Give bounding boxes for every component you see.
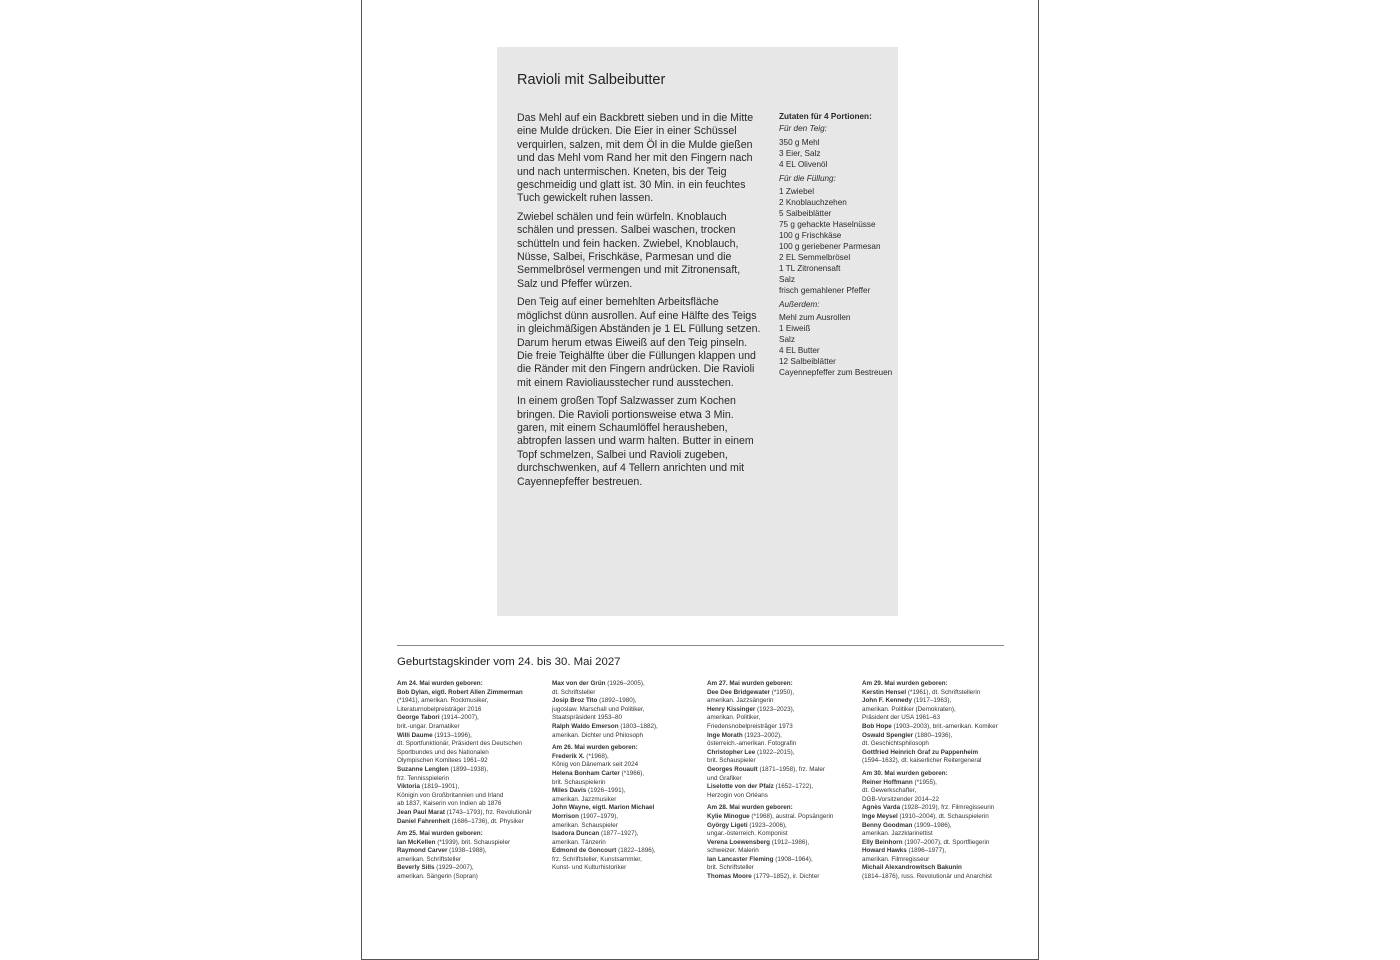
birthday-person-info: amerikan. Schriftsteller xyxy=(397,855,462,863)
birthday-person-info: (1686–1736), dt. Physiker xyxy=(449,817,524,825)
birthday-person-info: (1652–1722), xyxy=(773,783,814,791)
birthday-day-heading: Am 25. Mai wurden geboren: xyxy=(397,830,483,838)
birthday-person-info: dt. Geschichtsphilosoph xyxy=(862,740,929,748)
birthday-person-name: Gottfried Heinrich Graf zu Pappenheim xyxy=(862,748,979,756)
birthday-person-info: (*1961), dt. Schriftstellerin xyxy=(906,688,981,696)
birthday-person-info: brit. Schauspieler xyxy=(707,757,756,765)
birthday-person-name: Daniel Fahrenheit xyxy=(397,817,450,825)
birthday-person-name: Beverly Sills xyxy=(397,864,435,872)
birthday-column xyxy=(862,680,1012,882)
birthday-entry xyxy=(707,783,857,792)
birthday-person-name: Willi Daume xyxy=(397,731,433,739)
ingredients-heading: Zutaten für 4 Portionen: xyxy=(779,112,872,121)
birthday-person-info: (1907–1979), xyxy=(578,812,619,820)
birthday-person-info: amerikan. Politiker, xyxy=(707,714,761,722)
birthday-person-info: (*1939), brit. Schauspieler xyxy=(435,838,511,846)
birthday-person-name: Thomas Moore xyxy=(707,873,752,881)
birthday-person-info: (1923–2006), xyxy=(747,821,787,829)
birthday-entry xyxy=(707,839,857,848)
birthday-person-info: (1814–1876), russ. Revolutionär und Anarchist xyxy=(862,873,992,881)
birthday-person-name: Ralph Waldo Emerson xyxy=(552,722,619,730)
birthday-person-info: Präsident der USA 1961–63 xyxy=(862,714,941,722)
ingredient-item: 2 EL Semmelbrösel xyxy=(779,252,851,262)
birthday-person-name: Miles Davis xyxy=(552,787,587,795)
birthday-day-heading: Am 30. Mai wurden geboren: xyxy=(862,769,948,777)
dough-label: Für den Teig: xyxy=(779,123,827,133)
birthday-person-name: Inge Morath xyxy=(707,731,743,739)
birthday-person-info: Friedensnobelpreisträger 1973 xyxy=(707,722,793,730)
birthday-person-name: Agnès Varda xyxy=(862,804,901,812)
birthday-person-name: Kerstin Hensel xyxy=(862,688,907,696)
birthday-person-info: (1929–2007), xyxy=(434,864,474,872)
birthday-person-info: (1822–1896), xyxy=(616,847,656,855)
birthday-person-info: amerikan. Politiker (Demokraten), xyxy=(862,705,956,713)
birthday-person-info: frz. Tennisspielerin xyxy=(397,774,450,782)
recipe-card xyxy=(497,47,898,616)
birthday-entry xyxy=(397,714,547,723)
birthday-day-heading: Am 26. Mai wurden geboren: xyxy=(552,744,638,752)
birthday-entry xyxy=(397,766,547,775)
birthday-entry xyxy=(552,830,702,839)
birthday-person-info: Sportbundes und des Nationalen xyxy=(397,748,489,756)
birthday-entry xyxy=(862,689,1012,698)
birthday-person-info: (1923–2023), xyxy=(755,705,795,713)
instruction-paragraph: In einem großen Topf Salzwasser zum Kochen bringen. Die Ravioli portionsweise etwa 3 Min. garen, mit einem Schaumlöffel herausheben, abtropfen lassen und warm halten. Butter in einem Topf schmelzen, Salbei und Ravioli zugeben, durchschwenken, auf 4 Tellern anrichten und mit Cayennepfeffer bestreuen. xyxy=(517,395,754,488)
birthday-entry xyxy=(397,732,547,741)
ingredient-item: 350 g Mehl xyxy=(779,137,820,147)
birthday-person-info: brit. Schauspielerin xyxy=(552,778,606,786)
birthday-entry xyxy=(862,839,1012,848)
birthday-person-info: (*1968), xyxy=(584,752,609,760)
birthday-day-heading: Am 24. Mai wurden geboren: xyxy=(397,680,483,687)
birthday-person-name: Oswald Spengler xyxy=(862,731,914,739)
birthday-person-name: Inge Meysel xyxy=(862,812,898,820)
birthday-person-info: (1892–1980), xyxy=(597,697,637,705)
birthday-person-name: Elly Beinhorn xyxy=(862,838,903,846)
birthday-entry xyxy=(862,697,1012,706)
birthday-person-info: Kunst- und Kulturhistoriker xyxy=(552,864,627,872)
birthday-person-info: und Grafiker xyxy=(707,774,742,782)
birthday-person-info: (1926–2005), xyxy=(605,680,645,687)
instruction-paragraph: Zwiebel schälen und fein würfeln. Knoblauch schälen und pressen. Salbei waschen, trocken schütteln und fein hacken. Zwiebel, Knoblauch, Nüsse, Salbei, Frischkäse, Parmesan und die Semmelbrösel vermengen und mit Zitronensaft, Salz und Pfeffer würzen. xyxy=(517,210,741,290)
birthday-person-info: (1743–1793), frz. Revolutionär xyxy=(444,808,532,816)
birthday-entry xyxy=(707,822,857,831)
birthday-person-name: John Wayne, eigtl. Marion Michael xyxy=(552,804,655,812)
birthday-entry xyxy=(862,847,1012,856)
section-divider xyxy=(397,645,1004,646)
birthday-person-name: Christopher Lee xyxy=(707,748,756,756)
birthday-person-info: jugoslaw. Marschall und Politiker, xyxy=(552,705,645,713)
birthday-person-info: schweizer. Malerin xyxy=(707,847,759,855)
birthday-person-name: Max von der Grün xyxy=(552,680,606,687)
birthday-person-info: (*1950), xyxy=(770,688,795,696)
birthday-person-info: brit.-ungar. Dramatiker xyxy=(397,722,460,730)
birthday-entry xyxy=(707,813,857,822)
birthday-person-info: Königin von Großbritannien und Irland xyxy=(397,791,504,799)
birthday-person-info: ungar.-österreich. Komponist xyxy=(707,830,788,838)
birthday-person-name: Liselotte von der Pfalz xyxy=(707,783,774,791)
birthday-person-name: Henry Kissinger xyxy=(707,705,756,713)
birthday-entry xyxy=(552,697,702,706)
birthday-person-info: dt. Gewerkschafter, xyxy=(862,787,917,795)
birthday-entry xyxy=(707,856,857,865)
filling-ingredients xyxy=(779,187,895,296)
calendar-page xyxy=(361,0,1039,960)
birthday-person-info: amerikan. Sängerin (Sopran) xyxy=(397,873,478,881)
birthday-person-name: Morrison xyxy=(552,812,579,820)
birthday-person-info: (1912–1986), xyxy=(770,838,810,846)
birthday-person-name: Kylie Minogue xyxy=(707,812,750,820)
birthday-column xyxy=(397,680,547,882)
ingredient-item: 1 TL Zitronensaft xyxy=(779,263,841,273)
birthday-person-info: (1917–1963), xyxy=(912,697,952,705)
birthday-entry xyxy=(862,813,1012,822)
birthday-entry xyxy=(707,689,857,698)
birthday-column xyxy=(707,680,857,882)
birthday-person-info: (1938–1988), xyxy=(447,847,487,855)
birthday-person-info: (1779–1852), ir. Dichter xyxy=(751,873,820,881)
birthday-person-info: (1913–1996), xyxy=(432,731,472,739)
birthday-person-name: Jean Paul Marat xyxy=(397,808,445,816)
birthday-person-info: (1923–2002), xyxy=(742,731,782,739)
extra-ingredients xyxy=(779,313,895,378)
birthday-entry xyxy=(862,732,1012,741)
birthday-person-name: Frederik X. xyxy=(552,752,585,760)
recipe-instructions xyxy=(517,112,762,494)
birthday-person-info: König von Dänemark seit 2024 xyxy=(552,761,639,769)
birthday-person-info: (1926–1991), xyxy=(586,787,626,795)
birthday-person-info: (1594–1632), dt. kaiserlicher Reitergeneral xyxy=(862,757,982,765)
birthday-person-name: György Ligeti xyxy=(707,821,748,829)
birthday-person-info: (1896–1977), xyxy=(906,847,947,855)
birthdays-columns xyxy=(397,680,1007,900)
birthday-person-info: (1907–2007), dt. Sportfliegerin xyxy=(902,838,990,846)
birthday-person-info: (1803–1882), xyxy=(618,722,658,730)
birthday-person-info: (1914–2007), xyxy=(439,714,479,722)
birthday-person-name: Ian Lancaster Fleming xyxy=(707,855,774,863)
instruction-paragraph: Das Mehl auf ein Backbrett sieben und in die Mitte eine Mulde drücken. Die Eier in einer Schüssel verquirlen, salzen, mit dem Öl in die Mulde gießen und das Mehl vom Rand her mit den Fingern nach und nach untermischen. Kneten, bis der Teig geschmeidig und glatt ist. 30 Min. in ein feuchtes Tuch gewickelt ruhen lassen. xyxy=(517,112,754,205)
birthday-entry xyxy=(552,770,702,779)
ingredient-item: 1 Eiweiß xyxy=(779,324,811,334)
birthday-person-name: Ian McKellen xyxy=(397,838,436,846)
birthday-person-name: Bob Hope xyxy=(862,722,892,730)
birthday-person-info: Staatspräsident 1953–80 xyxy=(552,714,623,722)
birthday-person-name: Viktoria xyxy=(397,783,420,791)
birthday-person-info: dt. Schriftsteller xyxy=(552,688,596,696)
birthday-person-name: Benny Goodman xyxy=(862,821,913,829)
birthday-person-name: Michail Alexandrowitsch Bakunin xyxy=(862,864,962,872)
filling-label: Für die Füllung: xyxy=(779,173,836,183)
birthday-person-info: brit. Schriftsteller xyxy=(707,864,754,872)
birthday-person-info: Herzogin von Orléans xyxy=(707,791,768,799)
ingredient-item: Cayennepfeffer zum Bestreuen xyxy=(779,367,893,377)
ingredient-item: 3 Eier, Salz xyxy=(779,148,821,158)
birthday-person-info: (1908–1964), xyxy=(773,855,813,863)
birthday-person-info: amerikan. Jazzsängerin xyxy=(707,697,774,705)
birthday-person-name: Dee Dee Bridgewater xyxy=(707,688,770,696)
birthday-person-info: (1909–1986), xyxy=(912,821,952,829)
birthday-person-info: (1903–2003), brit.-amerikan. Komiker xyxy=(891,722,998,730)
birthday-person-info: dt. Sportfunktionär, Präsident des Deutschen xyxy=(397,740,522,748)
birthday-person-info: (1819–1901), xyxy=(419,783,460,791)
birthday-person-name: John F. Kennedy xyxy=(862,697,913,705)
birthday-entry xyxy=(397,818,547,827)
birthday-person-info: (*1968), austral. Popsängerin xyxy=(749,812,834,820)
ingredient-item: 1 Zwiebel xyxy=(779,187,815,197)
birthday-person-info: (*1955), xyxy=(912,778,937,786)
birthday-person-info: ab 1837, Kaiserin von Indien ab 1876 xyxy=(397,800,502,808)
birthday-entry xyxy=(397,783,547,792)
birthday-person-info: (*1966), xyxy=(619,769,645,777)
extra-label: Außerdem: xyxy=(779,299,820,309)
birthday-person-info: amerikan. Jazzklarinettist xyxy=(862,830,933,838)
birthday-entry xyxy=(862,822,1012,831)
birthday-entry xyxy=(552,723,702,732)
birthday-entry xyxy=(707,706,857,715)
birthday-person-info: (1880–1936), xyxy=(913,731,953,739)
birthday-entry xyxy=(397,847,547,856)
birthday-day-heading: Am 29. Mai wurden geboren: xyxy=(862,680,948,687)
birthday-person-name: Suzanne Lenglen xyxy=(397,765,449,773)
birthday-entry xyxy=(862,723,1012,732)
ingredient-item: frisch gemahlener Pfeffer xyxy=(779,285,871,295)
birthday-column xyxy=(552,680,702,873)
ingredient-item: 100 g Frischkäse xyxy=(779,231,842,241)
birthday-entry xyxy=(862,779,1012,788)
birthday-person-name: Josip Broz Tito xyxy=(552,697,598,705)
ingredient-item: Salz xyxy=(779,274,795,284)
birthday-person-info: amerikan. Tänzerin xyxy=(552,838,606,846)
birthday-day-heading: Am 28. Mai wurden geboren: xyxy=(707,804,793,812)
ingredient-item: 5 Salbeiblätter xyxy=(779,209,832,219)
ingredient-item: 4 EL Olivenöl xyxy=(779,159,828,169)
birthday-entry xyxy=(862,804,1012,813)
birthday-person-name: Bob Dylan, eigtl. Robert Allen Zimmerman xyxy=(397,688,523,696)
birthday-entry xyxy=(552,753,702,762)
ingredient-item: 100 g geriebener Parmesan xyxy=(779,241,881,251)
birthday-person-info: (1910–2004), dt. Schauspielerin xyxy=(897,812,989,820)
birthday-person-info: (1899–1938), xyxy=(448,765,488,773)
birthday-person-name: Edmond de Goncourt xyxy=(552,847,617,855)
birthday-entry xyxy=(397,809,547,818)
birthday-person-info: (1871–1958), frz. Maler xyxy=(757,765,825,773)
birthday-person-info: (1877–1927), xyxy=(599,830,639,838)
birthday-person-info: (*1941), amerikan. Rockmusiker, xyxy=(397,697,489,705)
birthday-entry xyxy=(552,813,702,822)
birthday-person-info: österreich.-amerikan. Fotografin xyxy=(707,740,797,748)
birthday-person-name: Isadora Duncan xyxy=(552,830,600,838)
birthday-person-info: Olympischen Komitees 1961–92 xyxy=(397,757,488,765)
birthday-person-info: amerikan. Schauspieler xyxy=(552,821,618,829)
birthday-entry xyxy=(707,873,857,882)
ingredient-item: 2 Knoblauchzehen xyxy=(779,198,847,208)
recipe-title: Ravioli mit Salbeibutter xyxy=(517,72,666,88)
birthday-person-name: Georges Rouault xyxy=(707,765,758,773)
birthday-entry xyxy=(707,766,857,775)
birthday-person-info: amerikan. Dichter und Philosoph xyxy=(552,731,644,739)
birthday-person-info: (1922–2015), xyxy=(755,748,795,756)
birthday-entry xyxy=(707,749,857,758)
birthdays-title: Geburtstagskinder vom 24. bis 30. Mai 2027 xyxy=(397,656,621,668)
birthday-person-name: Verena Loewensberg xyxy=(707,838,770,846)
birthday-person-name: Reiner Hoffmann xyxy=(862,778,913,786)
birthday-person-name: Howard Hawks xyxy=(862,847,907,855)
birthday-person-info: Literaturnobelpreisträger 2016 xyxy=(397,705,482,713)
birthday-person-info: amerikan. Jazzmusiker xyxy=(552,795,617,803)
birthday-person-name: Helena Bonham Carter xyxy=(552,769,620,777)
birthday-day-heading: Am 27. Mai wurden geboren: xyxy=(707,680,793,687)
birthday-person-info: DGB-Vorsitzender 2014–22 xyxy=(862,795,940,803)
instruction-paragraph: Den Teig auf einer bemehlten Arbeitsfläche möglichst dünn ausrollen. Auf eine Hälfte des Teigs in gleichmäßigen Abständen je 1 EL Füllung setzen. Darum herum etwas Eiweiß auf den Teig pinseln. Die freie Teighälfte über die Füllungen klappen und die Ränder mit den Fingern andrücken. Die Ravioli mit einem Ravioliausstecher rund ausstechen. xyxy=(517,296,761,389)
birthday-entry xyxy=(397,839,547,848)
birthday-entry xyxy=(552,680,702,689)
ingredients-list xyxy=(779,112,895,382)
birthday-entry xyxy=(707,732,857,741)
ingredient-item: Salz xyxy=(779,335,795,345)
ingredient-item: 12 Salbeiblätter xyxy=(779,357,836,367)
dough-ingredients xyxy=(779,138,895,171)
birthday-entry xyxy=(397,864,547,873)
birthday-person-info: frz. Schriftsteller, Kunstsammler, xyxy=(552,855,642,863)
ingredient-item: 75 g gehackte Haselnüsse xyxy=(779,220,876,230)
birthday-entry xyxy=(552,847,702,856)
birthday-person-name: Raymond Carver xyxy=(397,847,448,855)
birthday-entry xyxy=(552,787,702,796)
ingredient-item: Mehl zum Ausrollen xyxy=(779,313,851,323)
birthday-person-info: amerikan. Filmregisseur xyxy=(862,855,930,863)
birthday-person-info: (1928–2019), frz. Filmregisseurin xyxy=(900,804,995,812)
ingredient-item: 4 EL Butter xyxy=(779,346,820,356)
birthday-person-name: George Tabori xyxy=(397,714,440,722)
